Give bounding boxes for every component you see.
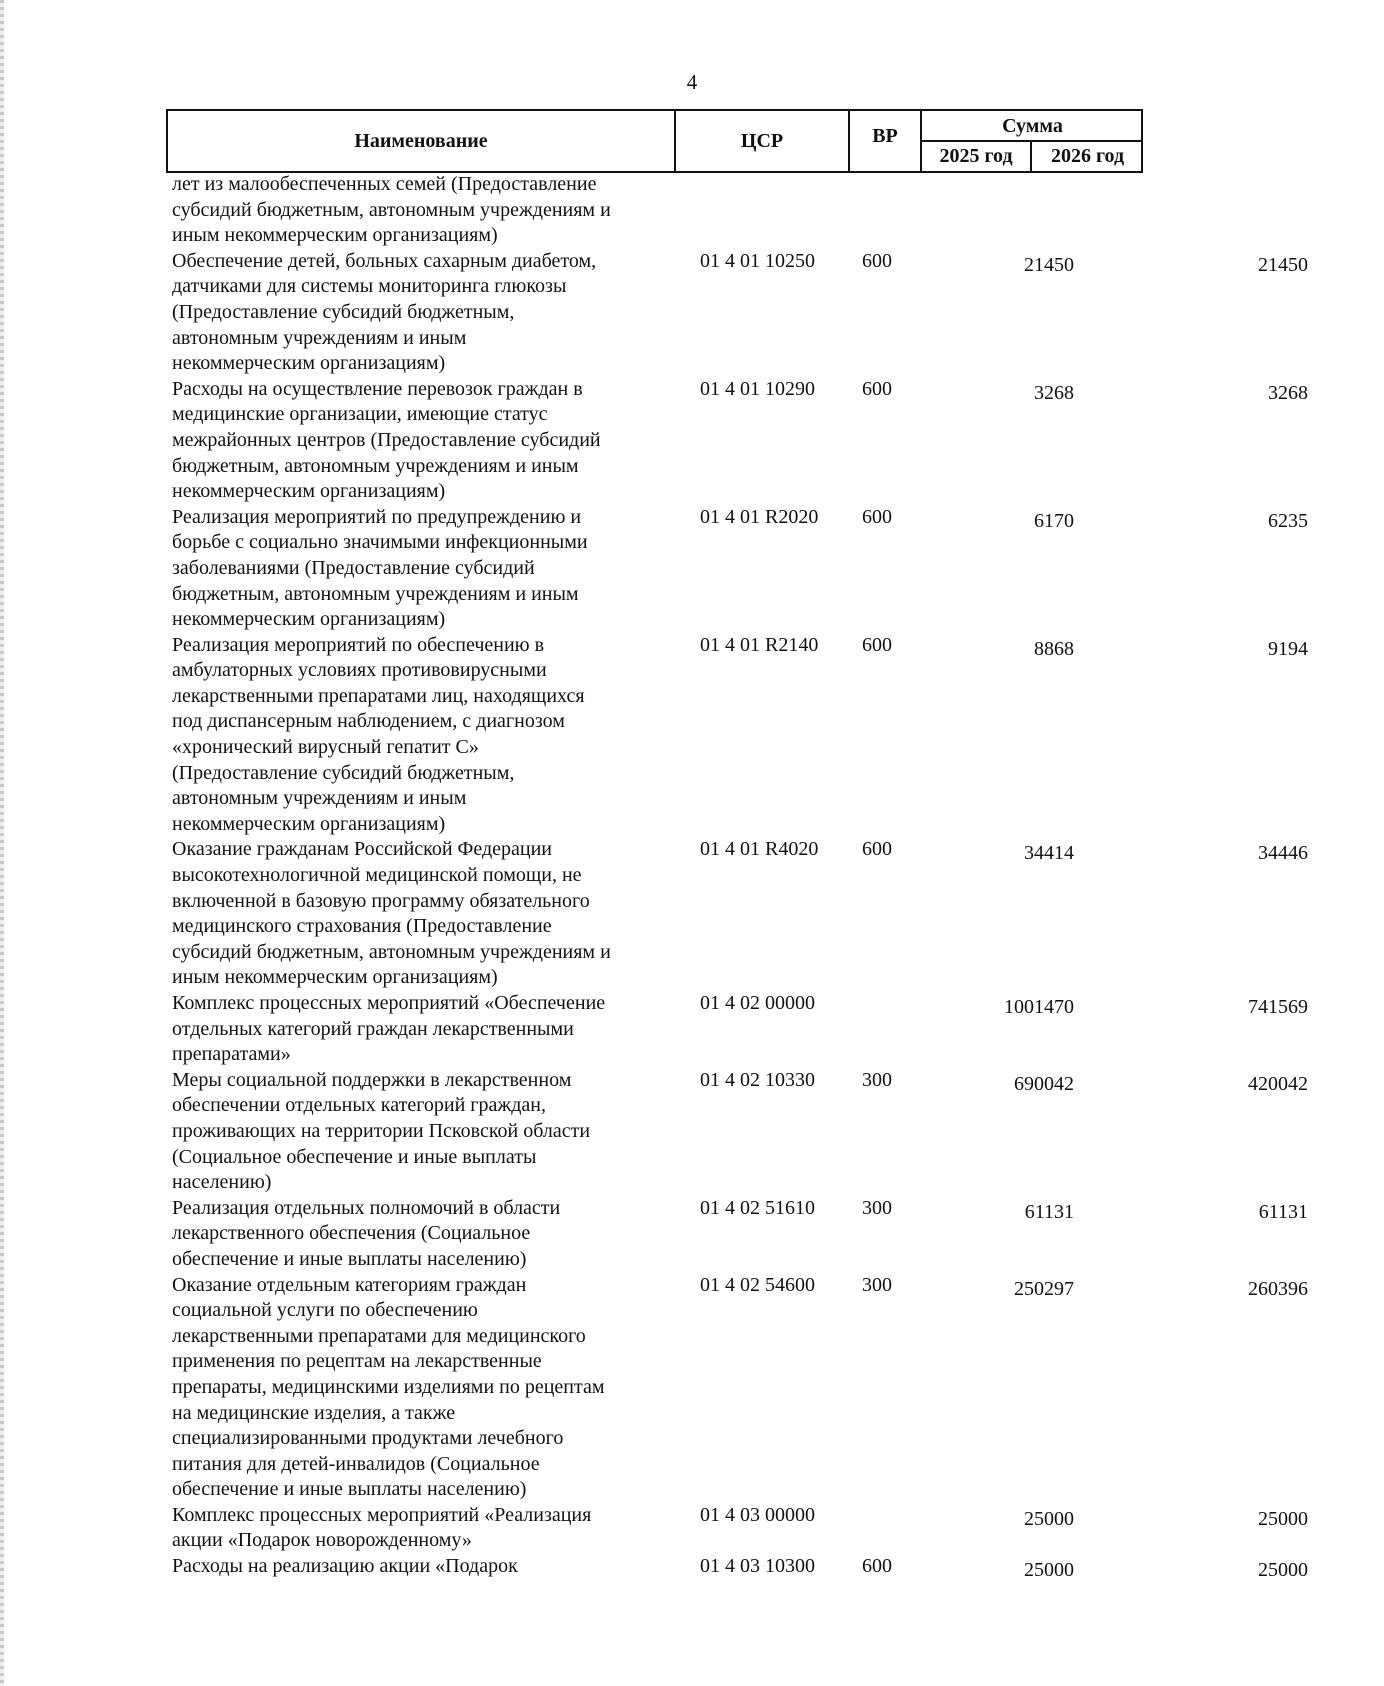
row-name: Комплекс процессных мероприятий «Реализация акции «Подарок новорожденному» bbox=[172, 1503, 592, 1552]
table-row bbox=[172, 1068, 1308, 1196]
table-row bbox=[172, 249, 1308, 377]
row-vr: 600 bbox=[862, 377, 892, 400]
table-row bbox=[172, 991, 1308, 1068]
row-vr: 600 bbox=[862, 505, 892, 528]
row-sum-2025: 34414 bbox=[1024, 842, 1074, 865]
header-name: Наименование bbox=[354, 129, 488, 152]
header-vr: ВР bbox=[872, 124, 898, 147]
row-vr: 600 bbox=[862, 1555, 892, 1578]
row-sum-2026: 420042 bbox=[1248, 1072, 1308, 1095]
table-row bbox=[172, 1554, 1308, 1582]
row-sum-2026: 741569 bbox=[1248, 996, 1308, 1018]
row-csr: 01 4 02 00000 bbox=[700, 992, 815, 1014]
table-row bbox=[172, 377, 1308, 505]
table-row bbox=[172, 505, 1308, 633]
row-vr: 600 bbox=[862, 838, 892, 861]
table-row bbox=[172, 172, 1142, 249]
row-sum-2025: 3268 bbox=[1034, 381, 1074, 404]
row-vr: 300 bbox=[862, 1068, 892, 1091]
table-row bbox=[172, 1273, 1308, 1503]
header-year-2025: 2025 год bbox=[939, 145, 1013, 167]
row-name: Оказание гражданам Российской Федерации высокотехнологичной медицинской помощи, не включенной в базовую программу обязательного медицинского страхования (Предоставление субсидий бюджетным, автономным учреждениям и иным некоммерческим организациям) bbox=[172, 838, 611, 989]
page-number: 4 bbox=[686, 70, 698, 94]
row-csr: 01 4 01 10290 bbox=[700, 377, 815, 400]
row-name: Оказание отдельным категориям граждан социальной услуги по обеспечению лекарственными препаратами для медицинского применения по рецептам на лекарственные препараты, медицинскими изделиями по рецептам на медицинские изделия, а также специализированными продуктами лечебного питания для детей-инвалидов (Социальное обеспечение и иные выплаты населению) bbox=[172, 1273, 605, 1501]
row-name: Реализация отдельных полномочий в области лекарственного обеспечения (Социальное обеспечение и иные выплаты населению) bbox=[172, 1196, 561, 1270]
row-vr: 300 bbox=[862, 1196, 892, 1219]
row-sum-2026: 9194 bbox=[1268, 637, 1308, 660]
row-csr: 01 4 02 51610 bbox=[700, 1196, 815, 1219]
table-row bbox=[172, 633, 1308, 838]
row-vr: 600 bbox=[862, 249, 892, 272]
row-sum-2026: 61131 bbox=[1258, 1200, 1308, 1223]
table-row bbox=[172, 1503, 1308, 1554]
row-csr: 01 4 02 54600 bbox=[700, 1273, 815, 1296]
table-body bbox=[172, 172, 1308, 1582]
row-csr: 01 4 01 R2140 bbox=[700, 633, 819, 656]
header-sum: Сумма bbox=[1002, 114, 1063, 137]
row-sum-2025: 21450 bbox=[1024, 253, 1074, 276]
row-csr: 01 4 01 10250 bbox=[700, 249, 815, 272]
row-sum-2025: 61131 bbox=[1024, 1200, 1074, 1223]
row-sum-2026: 260396 bbox=[1248, 1277, 1308, 1300]
row-name: Меры социальной поддержки в лекарственном обеспечении отдельных категорий граждан, проживающих на территории Псковской области (Социальное обеспечение и иные выплаты населению) bbox=[172, 1068, 591, 1194]
row-sum-2026: 3268 bbox=[1268, 381, 1308, 404]
header-csr: ЦСР bbox=[740, 129, 784, 152]
row-name: лет из малообеспеченных семей (Предоставление субсидий бюджетным, автономным учреждениям и иным некоммерческим организациям) bbox=[172, 173, 611, 247]
row-name: Расходы на осуществление перевозок граждан в медицинские организации, имеющие статус межрайонных центров (Предоставление субсидий бюджетным, автономным учреждениям и иным некоммерческим организациям) bbox=[172, 377, 601, 503]
row-name: Расходы на реализацию акции «Подарок bbox=[172, 1555, 518, 1578]
table-header bbox=[166, 109, 1143, 173]
row-csr: 01 4 01 R4020 bbox=[700, 838, 819, 861]
row-sum-2025: 690042 bbox=[1014, 1072, 1074, 1095]
row-sum-2025: 25000 bbox=[1024, 1559, 1074, 1582]
row-vr: 600 bbox=[862, 633, 892, 656]
row-name: Реализация мероприятий по предупреждению и борьбе с социально значимыми инфекционными заболеваниями (Предоставление субсидий бюджетным, автономным учреждениям и иным некоммерческим организациям) bbox=[172, 505, 588, 631]
row-name: Обеспечение детей, больных сахарным диабетом, датчиками для системы мониторинга глюкозы (Предоставление субсидий бюджетным, автономным учреждениям и иным некоммерческим организациям) bbox=[172, 249, 597, 375]
row-sum-2026: 6235 bbox=[1268, 509, 1308, 532]
row-csr: 01 4 03 00000 bbox=[700, 1503, 815, 1526]
row-sum-2026: 21450 bbox=[1258, 253, 1308, 276]
row-sum-2026: 25000 bbox=[1258, 1559, 1308, 1582]
row-sum-2026: 25000 bbox=[1258, 1507, 1308, 1530]
row-name: Комплекс процессных мероприятий «Обеспечение отдельных категорий граждан лекарственными препаратами» bbox=[172, 992, 606, 1066]
row-sum-2025: 1001470 bbox=[1004, 996, 1074, 1018]
table-row bbox=[172, 1196, 1308, 1273]
header-year-2026: 2026 год bbox=[1050, 145, 1125, 167]
row-sum-2025: 8868 bbox=[1034, 637, 1074, 660]
table-row bbox=[172, 837, 1308, 991]
row-csr: 01 4 01 R2020 bbox=[700, 505, 819, 528]
row-sum-2025: 25000 bbox=[1024, 1507, 1074, 1530]
row-sum-2025: 250297 bbox=[1014, 1277, 1074, 1300]
row-vr: 300 bbox=[862, 1273, 892, 1296]
row-name: Реализация мероприятий по обеспечению в амбулаторных условиях противовирусными лекарственными препаратами лиц, находящихся под диспансерным наблюдением, с диагнозом «хронический вирусный гепатит С» (Предоставление субсидий бюджетным, автономным учреждениям и иным некоммерческим организациям) bbox=[172, 633, 585, 835]
row-sum-2026: 34446 bbox=[1258, 842, 1308, 865]
row-csr: 01 4 02 10330 bbox=[700, 1068, 815, 1091]
row-csr: 01 4 03 10300 bbox=[700, 1555, 815, 1578]
row-sum-2025: 6170 bbox=[1034, 509, 1074, 532]
scan-edge bbox=[0, 0, 4, 1686]
